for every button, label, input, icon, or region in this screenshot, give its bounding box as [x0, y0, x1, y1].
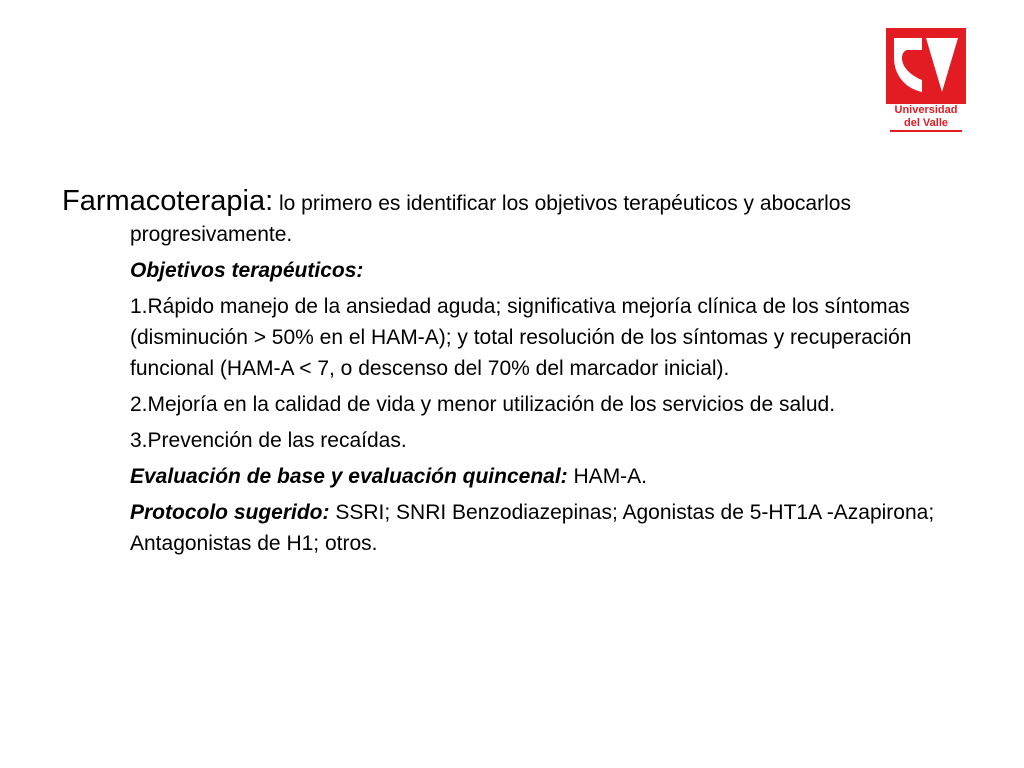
- logo-emblem-icon: [886, 28, 966, 104]
- logo-text-line2: del Valle: [903, 117, 949, 129]
- logo-text-line1: Universidad: [894, 104, 958, 116]
- protocol-value: SSRI; SNRI Benzodiazepinas; Agonistas de 5-HT1A -Azapirona; Antagonistas de H1; otros.: [130, 501, 935, 555]
- protocol-paragraph: [62, 497, 962, 559]
- slide-body: [62, 186, 962, 564]
- objectives-title: Objetivos terapéuticos:: [130, 259, 364, 282]
- evaluation-paragraph: [62, 461, 962, 492]
- objective-item-3: 3.Prevención de las recaídas.: [130, 429, 407, 452]
- objective-item-2: 2.Mejoría en la calidad de vida y menor utilización de los servicios de salud.: [130, 393, 836, 416]
- evaluation-label: Evaluación de base y evaluación quincenal:: [130, 465, 568, 488]
- intro-text: lo primero es identificar los objetivos terapéuticos y abocarlos progresivamente.: [130, 192, 851, 246]
- protocol-label: Protocolo sugerido:: [130, 501, 330, 524]
- logo-underline: [890, 130, 962, 132]
- universidad-del-valle-logo: [886, 28, 966, 134]
- slide-heading: Farmacoterapia:: [62, 185, 274, 217]
- objective-item-1: 1.Rápido manejo de la ansiedad aguda; significativa mejoría clínica de los síntomas (disminución > 50% en el HAM-A); y total resolución de los síntomas y recuperación funcional (HAM-A < 7, o descenso del 70% del marcador inicial).: [130, 295, 912, 380]
- evaluation-value: HAM-A.: [573, 465, 648, 488]
- objectives-title-paragraph: [62, 255, 962, 286]
- intro-paragraph: [62, 186, 962, 250]
